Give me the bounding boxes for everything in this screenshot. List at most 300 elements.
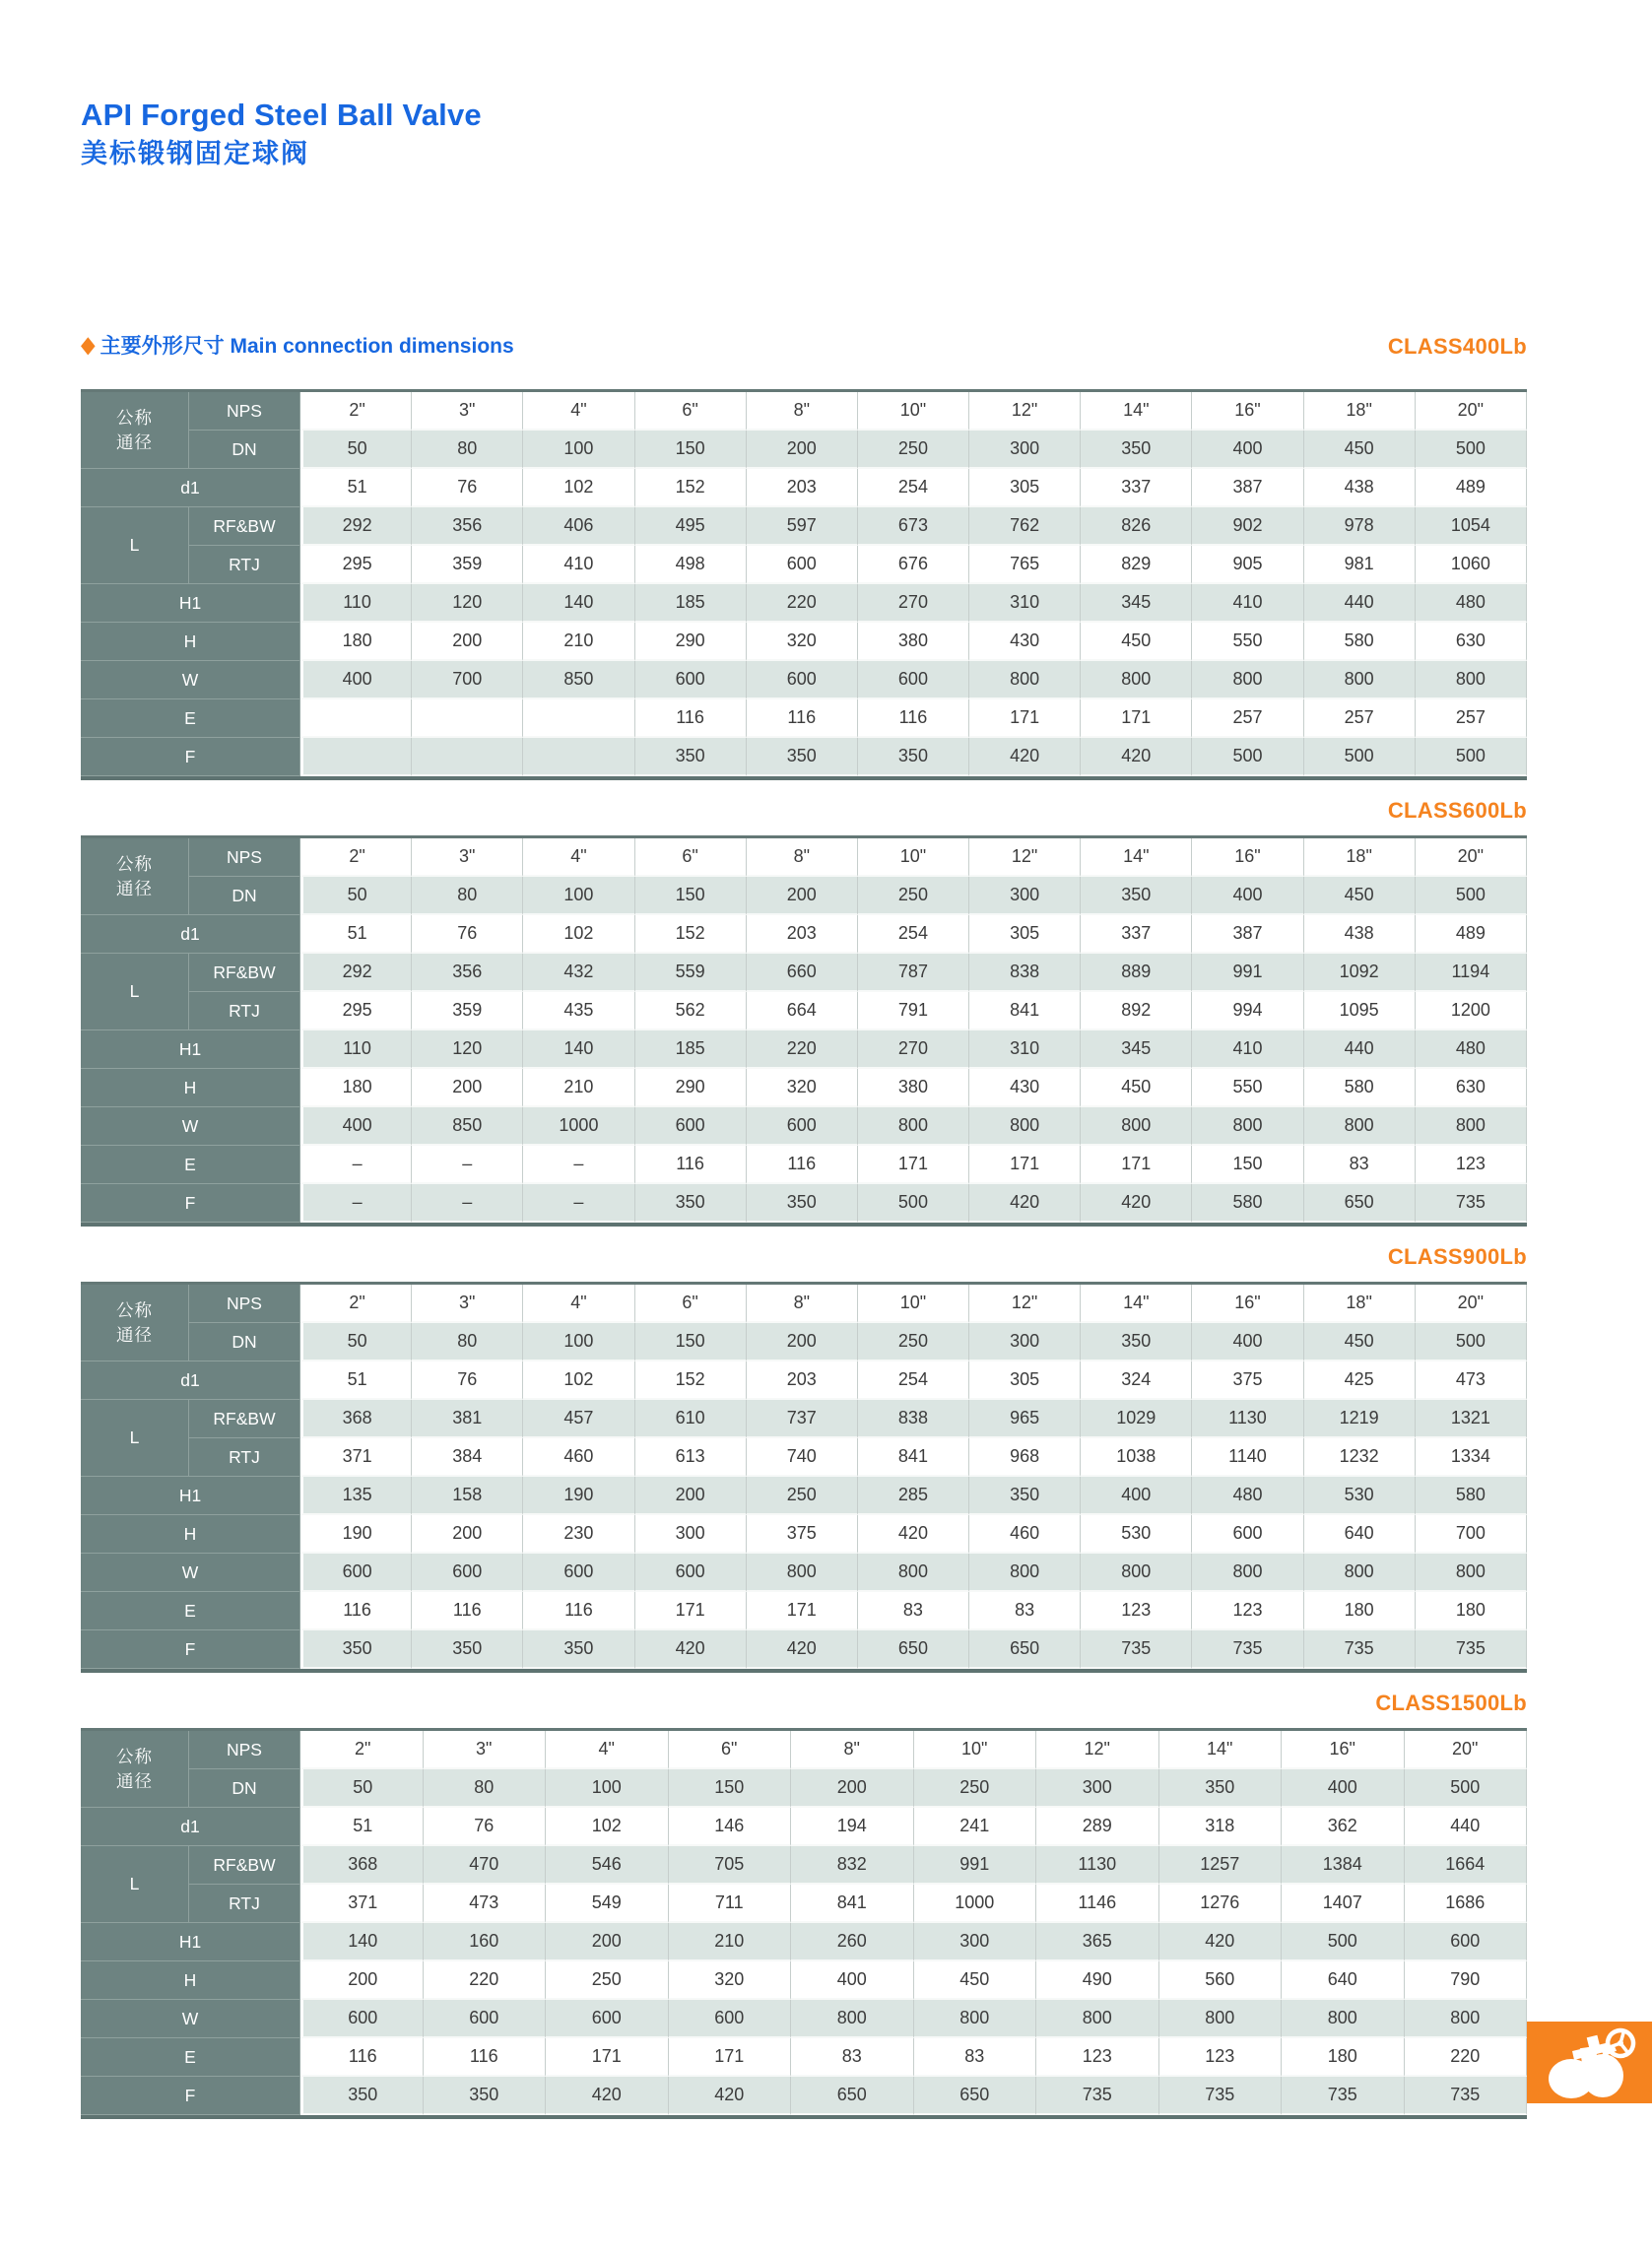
data-cell: 400: [1192, 431, 1303, 469]
data-cell: 500: [858, 1184, 969, 1223]
data-cell: 387: [1192, 469, 1303, 507]
diamond-icon: ◆: [81, 331, 96, 359]
data-cell: 600: [635, 661, 747, 699]
data-cell: 1384: [1282, 1846, 1405, 1885]
row-header: d1: [81, 1361, 300, 1400]
data-cell: 400: [1081, 1477, 1192, 1515]
data-cell: 210: [669, 1923, 792, 1961]
row-group-header-label: L: [129, 535, 140, 555]
row-header: H: [81, 1069, 300, 1107]
data-cell: 12": [969, 1285, 1081, 1323]
row-header: F: [81, 1630, 300, 1669]
data-cell: 800: [969, 1554, 1081, 1592]
data-cell: 375: [1192, 1361, 1303, 1400]
data-cell: 380: [858, 1069, 969, 1107]
data-cell: 3": [412, 1285, 523, 1323]
row-header: DN: [189, 1769, 300, 1808]
data-cell: 116: [858, 699, 969, 738]
table-row: [81, 1592, 1527, 1630]
data-cell: 337: [1081, 469, 1192, 507]
table-row: [81, 1069, 1527, 1107]
data-cell: 600: [858, 661, 969, 699]
data-cell: 345: [1081, 584, 1192, 623]
data-cell: 400: [1192, 1323, 1303, 1361]
data-cell: 560: [1159, 1961, 1283, 2000]
data-cell: 310: [969, 1030, 1081, 1069]
data-cell: 3": [424, 1731, 547, 1769]
data-cell: 200: [747, 431, 858, 469]
data-cell: 76: [424, 1808, 547, 1846]
data-cell: 356: [412, 507, 523, 546]
data-cell: 420: [635, 1630, 747, 1669]
data-cell: 530: [1304, 1477, 1416, 1515]
data-cell: 365: [1036, 1923, 1159, 1961]
row-header: F: [81, 1184, 300, 1223]
data-cell: 83: [858, 1592, 969, 1630]
data-cell: 600: [747, 661, 858, 699]
data-cell: 257: [1304, 699, 1416, 738]
data-cell: 310: [969, 584, 1081, 623]
data-cell: 50: [300, 1323, 412, 1361]
data-cell: 100: [523, 877, 634, 915]
data-cell: 889: [1081, 954, 1192, 992]
data-cell: 203: [747, 915, 858, 954]
data-cell: 500: [1416, 431, 1527, 469]
data-cell: 1334: [1416, 1438, 1527, 1477]
data-cell: [300, 699, 412, 738]
data-cell: 826: [1081, 507, 1192, 546]
data-cell: 350: [1159, 1769, 1283, 1808]
data-cell: 735: [1192, 1630, 1303, 1669]
data-cell: 500: [1192, 738, 1303, 776]
page-header: [81, 97, 1527, 170]
data-cell: 200: [747, 877, 858, 915]
data-cell: 20": [1405, 1731, 1528, 1769]
data-cell: 210: [523, 623, 634, 661]
data-cell: 500: [1282, 1923, 1405, 1961]
data-cell: 430: [969, 623, 1081, 661]
table-row: [81, 1285, 1527, 1323]
table-row: [81, 1361, 1527, 1400]
data-cell: 841: [791, 1885, 914, 1923]
data-cell: 829: [1081, 546, 1192, 584]
class-label: CLASS1500Lb: [1375, 1691, 1527, 1715]
data-cell: 2": [300, 392, 412, 431]
data-cell: 438: [1304, 469, 1416, 507]
data-cell: 650: [858, 1630, 969, 1669]
data-cell: 171: [1081, 699, 1192, 738]
data-cell: 110: [300, 1030, 412, 1069]
data-cell: 664: [747, 992, 858, 1030]
data-cell: 300: [635, 1515, 747, 1554]
table-row: [81, 1323, 1527, 1361]
data-cell: [523, 699, 634, 738]
row-header: d1: [81, 469, 300, 507]
section-heading-text: 主要外形尺寸 Main connection dimensions: [99, 335, 514, 358]
data-cell: [412, 699, 523, 738]
data-cell: 51: [300, 1361, 412, 1400]
data-cell: 350: [969, 1477, 1081, 1515]
data-cell: 254: [858, 1361, 969, 1400]
data-cell: 3": [412, 838, 523, 877]
data-cell: 549: [546, 1885, 669, 1923]
data-cell: 850: [523, 661, 634, 699]
table-row: [81, 1515, 1527, 1554]
data-cell: 1130: [1192, 1400, 1303, 1438]
data-cell: 981: [1304, 546, 1416, 584]
row-group-header: [81, 1285, 189, 1361]
data-cell: 337: [1081, 915, 1192, 954]
data-cell: 140: [523, 584, 634, 623]
table-row: [81, 1107, 1527, 1146]
data-cell: 473: [424, 1885, 547, 1923]
data-cell: 762: [969, 507, 1081, 546]
table-row: [81, 392, 1527, 431]
data-cell: 435: [523, 992, 634, 1030]
data-cell: 171: [747, 1592, 858, 1630]
data-cell: 116: [523, 1592, 634, 1630]
data-cell: 83: [1304, 1146, 1416, 1184]
table-row: [81, 1146, 1527, 1184]
data-cell: 1095: [1304, 992, 1416, 1030]
data-cell: 440: [1304, 584, 1416, 623]
data-cell: 800: [969, 1107, 1081, 1146]
data-cell: 194: [791, 1808, 914, 1846]
data-cell: 500: [1416, 738, 1527, 776]
data-cell: 650: [1304, 1184, 1416, 1223]
data-cell: 420: [969, 1184, 1081, 1223]
data-cell: 450: [914, 1961, 1037, 2000]
data-cell: 800: [1036, 2000, 1159, 2038]
data-cell: 289: [1036, 1808, 1159, 1846]
data-cell: 790: [1405, 1961, 1528, 2000]
row-header: H: [81, 623, 300, 661]
class-label: CLASS900Lb: [1387, 1244, 1527, 1269]
data-cell: 968: [969, 1438, 1081, 1477]
data-cell: 76: [412, 915, 523, 954]
data-cell: 800: [1081, 1107, 1192, 1146]
data-cell: 800: [914, 2000, 1037, 2038]
row-group-header-label: L: [129, 1427, 140, 1447]
data-cell: 440: [1405, 1808, 1528, 1846]
class-label: CLASS600Lb: [1387, 798, 1527, 823]
data-cell: 83: [791, 2038, 914, 2077]
row-header: F: [81, 2077, 300, 2115]
data-cell: 220: [1405, 2038, 1528, 2077]
data-cell: 400: [1282, 1769, 1405, 1808]
row-header: DN: [189, 877, 300, 915]
data-cell: 6": [669, 1731, 792, 1769]
data-cell: 489: [1416, 915, 1527, 954]
data-cell: 600: [1405, 1923, 1528, 1961]
data-cell: 14": [1081, 392, 1192, 431]
data-cell: 10": [858, 1285, 969, 1323]
data-cell: 800: [1304, 1107, 1416, 1146]
data-cell: 102: [546, 1808, 669, 1846]
data-cell: 16": [1192, 1285, 1303, 1323]
data-cell: 295: [300, 546, 412, 584]
data-cell: 800: [969, 661, 1081, 699]
data-cell: 120: [412, 584, 523, 623]
data-cell: 116: [412, 1592, 523, 1630]
data-cell: 350: [858, 738, 969, 776]
data-cell: 150: [635, 431, 747, 469]
data-cell: 203: [747, 1361, 858, 1400]
row-header: RF&BW: [189, 507, 300, 546]
data-cell: 425: [1304, 1361, 1416, 1400]
data-cell: 420: [669, 2077, 792, 2115]
table-row: [81, 1885, 1527, 1923]
data-cell: 791: [858, 992, 969, 1030]
data-cell: 740: [747, 1438, 858, 1477]
table-row: [81, 915, 1527, 954]
data-cell: 735: [1159, 2077, 1283, 2115]
data-cell: 1321: [1416, 1400, 1527, 1438]
data-cell: 600: [546, 2000, 669, 2038]
table-row: [81, 1477, 1527, 1515]
data-cell: 51: [300, 915, 412, 954]
row-header: W: [81, 661, 300, 699]
data-cell: 640: [1282, 1961, 1405, 2000]
data-cell: [523, 738, 634, 776]
data-cell: 4": [523, 838, 634, 877]
data-cell: 4": [523, 392, 634, 431]
row-header: E: [81, 2038, 300, 2077]
data-cell: 800: [1416, 1554, 1527, 1592]
data-cell: 1140: [1192, 1438, 1303, 1477]
data-cell: 610: [635, 1400, 747, 1438]
class-label-row: [81, 1244, 1527, 1270]
row-group-header: [81, 392, 189, 469]
row-group-header: [81, 1400, 189, 1477]
data-cell: 270: [858, 1030, 969, 1069]
data-cell: 203: [747, 469, 858, 507]
data-cell: 978: [1304, 507, 1416, 546]
data-cell: 1146: [1036, 1885, 1159, 1923]
row-header: RTJ: [189, 1438, 300, 1477]
data-cell: 250: [546, 1961, 669, 2000]
data-cell: 6": [635, 1285, 747, 1323]
data-cell: 420: [1081, 1184, 1192, 1223]
data-cell: 200: [412, 623, 523, 661]
data-cell: 800: [1416, 1107, 1527, 1146]
data-cell: 498: [635, 546, 747, 584]
data-cell: 250: [747, 1477, 858, 1515]
data-cell: 650: [969, 1630, 1081, 1669]
class-label-row: [81, 1691, 1527, 1716]
table-row: [81, 699, 1527, 738]
data-cell: 550: [1192, 623, 1303, 661]
data-cell: 387: [1192, 915, 1303, 954]
data-cell: 490: [1036, 1961, 1159, 2000]
table-row: [81, 1400, 1527, 1438]
data-cell: 381: [412, 1400, 523, 1438]
data-cell: 368: [300, 1400, 412, 1438]
data-cell: [300, 738, 412, 776]
data-cell: 410: [1192, 584, 1303, 623]
page-subtitle: 美标锻钢固定球阀: [81, 139, 309, 168]
data-cell: 580: [1304, 1069, 1416, 1107]
data-cell: 257: [1192, 699, 1303, 738]
data-cell: 650: [791, 2077, 914, 2115]
data-cell: 254: [858, 469, 969, 507]
data-cell: 640: [1304, 1515, 1416, 1554]
data-cell: 530: [1081, 1515, 1192, 1554]
data-cell: 76: [412, 469, 523, 507]
data-cell: 500: [1416, 877, 1527, 915]
row-group-header: [81, 838, 189, 915]
data-cell: 420: [858, 1515, 969, 1554]
data-cell: 1257: [1159, 1846, 1283, 1885]
row-header: RTJ: [189, 1885, 300, 1923]
data-cell: 257: [1416, 699, 1527, 738]
data-cell: 6": [635, 392, 747, 431]
data-cell: –: [523, 1184, 634, 1223]
data-cell: 14": [1081, 1285, 1192, 1323]
data-cell: 546: [546, 1846, 669, 1885]
data-cell: 200: [546, 1923, 669, 1961]
data-cell: 450: [1304, 1323, 1416, 1361]
data-cell: 406: [523, 507, 634, 546]
data-cell: 359: [412, 992, 523, 1030]
data-cell: 292: [300, 954, 412, 992]
data-cell: 180: [1304, 1592, 1416, 1630]
data-cell: 480: [1416, 1030, 1527, 1069]
data-cell: 735: [1416, 1630, 1527, 1669]
row-header: E: [81, 699, 300, 738]
data-cell: 600: [635, 1107, 747, 1146]
data-cell: 180: [1416, 1592, 1527, 1630]
data-cell: 230: [523, 1515, 634, 1554]
data-cell: 350: [523, 1630, 634, 1669]
data-cell: 400: [300, 661, 412, 699]
dimensions-table-class400lb: [81, 389, 1527, 780]
data-cell: 350: [1081, 431, 1192, 469]
data-cell: 200: [747, 1323, 858, 1361]
data-cell: 1200: [1416, 992, 1527, 1030]
data-cell: 420: [1159, 1923, 1283, 1961]
data-cell: 800: [791, 2000, 914, 2038]
data-cell: 350: [300, 1630, 412, 1669]
data-cell: 116: [635, 699, 747, 738]
data-cell: 318: [1159, 1808, 1283, 1846]
data-cell: 320: [669, 1961, 792, 2000]
data-cell: 841: [969, 992, 1081, 1030]
data-cell: 14": [1159, 1731, 1283, 1769]
row-header: DN: [189, 431, 300, 469]
row-header: H1: [81, 584, 300, 623]
data-cell: 500: [1416, 1323, 1527, 1361]
data-cell: 1686: [1405, 1885, 1528, 1923]
data-cell: 800: [1304, 661, 1416, 699]
data-cell: 965: [969, 1400, 1081, 1438]
data-cell: 150: [635, 1323, 747, 1361]
data-cell: 171: [635, 1592, 747, 1630]
data-cell: 18": [1304, 392, 1416, 431]
data-cell: 80: [412, 1323, 523, 1361]
data-cell: 735: [1081, 1630, 1192, 1669]
table-row: [81, 546, 1527, 584]
data-cell: 4": [546, 1731, 669, 1769]
data-cell: 185: [635, 1030, 747, 1069]
data-cell: 102: [523, 915, 634, 954]
data-cell: 110: [300, 584, 412, 623]
data-cell: 4": [523, 1285, 634, 1323]
data-cell: 123: [1192, 1592, 1303, 1630]
table-row: [81, 1438, 1527, 1477]
table-row: [81, 1923, 1527, 1961]
data-cell: 600: [747, 1107, 858, 1146]
row-group-header-label: L: [129, 981, 140, 1001]
data-cell: –: [300, 1184, 412, 1223]
row-header: DN: [189, 1323, 300, 1361]
data-cell: 350: [412, 1630, 523, 1669]
data-cell: 116: [424, 2038, 547, 2077]
data-cell: 562: [635, 992, 747, 1030]
row-header: RF&BW: [189, 1846, 300, 1885]
data-cell: 6": [635, 838, 747, 877]
data-cell: 200: [635, 1477, 747, 1515]
table-row: [81, 1961, 1527, 2000]
data-cell: 51: [300, 1808, 424, 1846]
table-row: [81, 661, 1527, 699]
data-cell: 250: [858, 431, 969, 469]
data-cell: 185: [635, 584, 747, 623]
data-cell: 737: [747, 1400, 858, 1438]
data-cell: 800: [1282, 2000, 1405, 2038]
dimensions-table-class600lb: [81, 835, 1527, 1227]
data-cell: 705: [669, 1846, 792, 1885]
row-header: d1: [81, 915, 300, 954]
data-cell: 1219: [1304, 1400, 1416, 1438]
class-label-row: [81, 798, 1527, 824]
data-cell: 457: [523, 1400, 634, 1438]
data-cell: 368: [300, 1846, 424, 1885]
data-cell: 200: [412, 1515, 523, 1554]
row-group-header: [81, 1731, 189, 1808]
data-cell: 1232: [1304, 1438, 1416, 1477]
data-cell: 1054: [1416, 507, 1527, 546]
data-cell: 600: [523, 1554, 634, 1592]
data-cell: 673: [858, 507, 969, 546]
data-cell: 362: [1282, 1808, 1405, 1846]
data-cell: 305: [969, 469, 1081, 507]
data-cell: 158: [412, 1477, 523, 1515]
data-cell: 700: [1416, 1515, 1527, 1554]
data-cell: 292: [300, 507, 412, 546]
row-header: RTJ: [189, 992, 300, 1030]
data-cell: 8": [747, 838, 858, 877]
data-cell: 600: [300, 1554, 412, 1592]
row-header: RF&BW: [189, 1400, 300, 1438]
data-cell: 676: [858, 546, 969, 584]
data-cell: 432: [523, 954, 634, 992]
data-cell: 400: [300, 1107, 412, 1146]
data-cell: 350: [300, 2077, 424, 2115]
data-cell: –: [300, 1146, 412, 1184]
data-cell: 800: [858, 1554, 969, 1592]
data-cell: 1092: [1304, 954, 1416, 992]
row-group-header-label: 公称通径: [116, 1747, 153, 1791]
data-cell: 324: [1081, 1361, 1192, 1400]
table-row: [81, 1846, 1527, 1885]
data-cell: 116: [747, 1146, 858, 1184]
data-cell: 438: [1304, 915, 1416, 954]
data-cell: 290: [635, 623, 747, 661]
data-cell: 473: [1416, 1361, 1527, 1400]
row-group-header: [81, 507, 189, 584]
table-row: [81, 1554, 1527, 1592]
